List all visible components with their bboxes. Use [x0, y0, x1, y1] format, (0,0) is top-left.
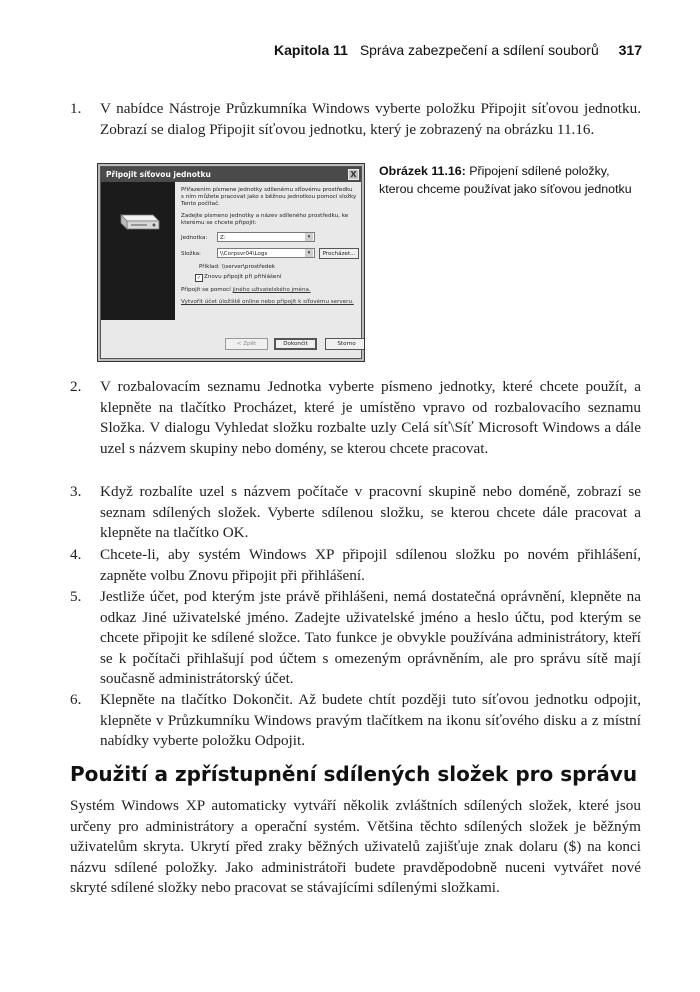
section-heading: Použití a zpřístupnění sdílených složek pro správu [70, 762, 638, 786]
list-item-number: 2. [70, 378, 82, 395]
other-user-prefix: Připojit se pomocí [181, 287, 231, 293]
finish-button[interactable]: Dokončit [274, 338, 317, 350]
list-item-text: V rozbalovacím seznamu Jednotka vyberte písmeno jednotky, které chcete použít, a klepněte na tlačítko Procházet, které je umístěno vpravo od rozbalovacího seznamu Složka. V dialogu Vyhledat složku rozbalte uzly Celá síť\Síť Microsoft Windows a dále uzel s názvem skupiny nebo domény, se kterou chcete pracovat. [100, 378, 641, 457]
list-item [70, 690, 641, 752]
list-item [70, 545, 641, 586]
list-item-number: 5. [70, 588, 82, 605]
list-item-number: 1. [70, 100, 82, 117]
list-item [70, 482, 641, 544]
list-item-text: Když rozbalíte uzel s názvem počítače v pracovní skupině nebo doméně, zobrazí se seznam sdílených složek. Vyberte sdílenou složku, se kterou chcete dále pracovat a klepněte na tlačítko OK. [100, 483, 641, 542]
chapter-label: Kapitola 11 [274, 42, 348, 58]
dialog-instruction-text: Zadejte písmeno jednotky a název sdíleného prostředku, ke kterému se chcete připojit: [181, 213, 349, 226]
path-example: Příklad: \\server\prostředek [199, 264, 276, 270]
folder-row [181, 248, 357, 261]
list-item-text: Chcete-li, aby systém Windows XP připojil sdílenou složku po novém přihlášení, zapněte volbu Znovu připojit při přihlášení. [100, 546, 641, 584]
online-storage-link[interactable]: Vytvořit účet úložiště online nebo připojit k síťovému serveru. [181, 299, 354, 305]
folder-input-value: \\Corpsvr04\Logs [220, 251, 268, 257]
drive-row [181, 232, 357, 245]
other-user-line [181, 287, 357, 294]
folder-input[interactable] [217, 248, 315, 258]
list-item [70, 377, 641, 459]
figure-screenshot [97, 163, 365, 362]
chevron-down-icon[interactable]: ▾ [305, 233, 313, 241]
chapter-title: Správa zabezpečení a sdílení souborů [359, 42, 599, 58]
map-network-drive-dialog [100, 166, 362, 359]
other-user-link[interactable]: jiného uživatelského jména. [232, 287, 311, 293]
close-icon[interactable]: X [348, 169, 359, 180]
list-item-text: V nabídce Nástroje Průzkumníka Windows vyberte položku Připojit síťovou jednotku. Zobrazí se dialog Připojit síťovou jednotku, který je zobrazený na obrázku 11.16. [100, 100, 641, 138]
figure-caption-label: Obrázek 11.16: [379, 164, 466, 178]
list-item-number: 3. [70, 483, 82, 500]
section-paragraph: Systém Windows XP automaticky vytváří několik zvláštních sdílených složek, které jsou určeny pro administrátory a operační systém. Většina těchto sdílených složek je běžným uživatelům skryta. Ukrytí před zraky běžných uživatelů zajišťuje znak dolaru ($) na konci názvu sdílené položky. Jako administrátoři budete pravděpodobně nuceni vytvářet nové skryté sdílené složky nebo pracovat se stávajícími sdílenými složkami. [70, 797, 641, 897]
list-item-text: Klepněte na tlačítko Dokončit. Až budete chtít později tuto síťovou jednotku odpojit, klepněte v Průzkumníku Windows pravým tlačítkem na ikonu síťového disku a z místní nabídky vyberte položku Odpojit. [100, 691, 641, 750]
list-item-number: 4. [70, 546, 82, 563]
dialog-content [181, 187, 357, 311]
chevron-down-icon[interactable]: ▾ [305, 249, 313, 257]
browse-button[interactable]: Procházet... [319, 248, 359, 259]
dialog-title: Připojit síťovou jednotku [106, 170, 211, 179]
reconnect-checkbox[interactable] [195, 274, 357, 281]
running-header [274, 42, 642, 58]
drive-select-value: Z: [220, 235, 226, 241]
list-item [70, 587, 641, 690]
cancel-button[interactable]: Storno [325, 338, 365, 350]
dialog-side-panel [101, 182, 175, 320]
list-item [70, 99, 641, 140]
drive-select[interactable] [217, 232, 315, 242]
dialog-titlebar [101, 167, 361, 182]
list-item-number: 6. [70, 691, 82, 708]
folder-label: Složka: [181, 251, 201, 257]
drive-label: Jednotka: [181, 235, 208, 241]
figure-caption-text: Připojení sdílené položky, kterou chceme používat jako síťovou jednotku [379, 164, 632, 196]
back-button[interactable]: < Zpět [225, 338, 268, 350]
dialog-intro-text: Přiřazením písmene jednotky sdílenému síťovému prostředku s ním můžete pracovat jako s běžnou jednotkou pomocí složky Tento počítač. [181, 187, 357, 207]
checkbox-check-icon[interactable]: ✓ [196, 275, 202, 281]
reconnect-label: Znovu připojit při přihlášení [204, 274, 282, 280]
dialog-buttons [225, 338, 357, 350]
page-number: 317 [618, 42, 642, 58]
list-item-text: Jestliže účet, pod kterým jste právě přihlášeni, nemá dostatečná oprávnění, klepněte na odkaz Jiné uživatelské jméno. Zadejte uživatelské jméno a heslo účtu, pod kterým se chcete připojit ke sdílené složce. Tato funkce je obvykle používána administrátory, kteří se k počítači přihlašují pod účtem s omezeným oprávněním, ale pro správu sítě mají současně administrátorský účet. [100, 588, 641, 688]
network-drive-icon [117, 207, 161, 235]
figure-caption [379, 163, 641, 198]
